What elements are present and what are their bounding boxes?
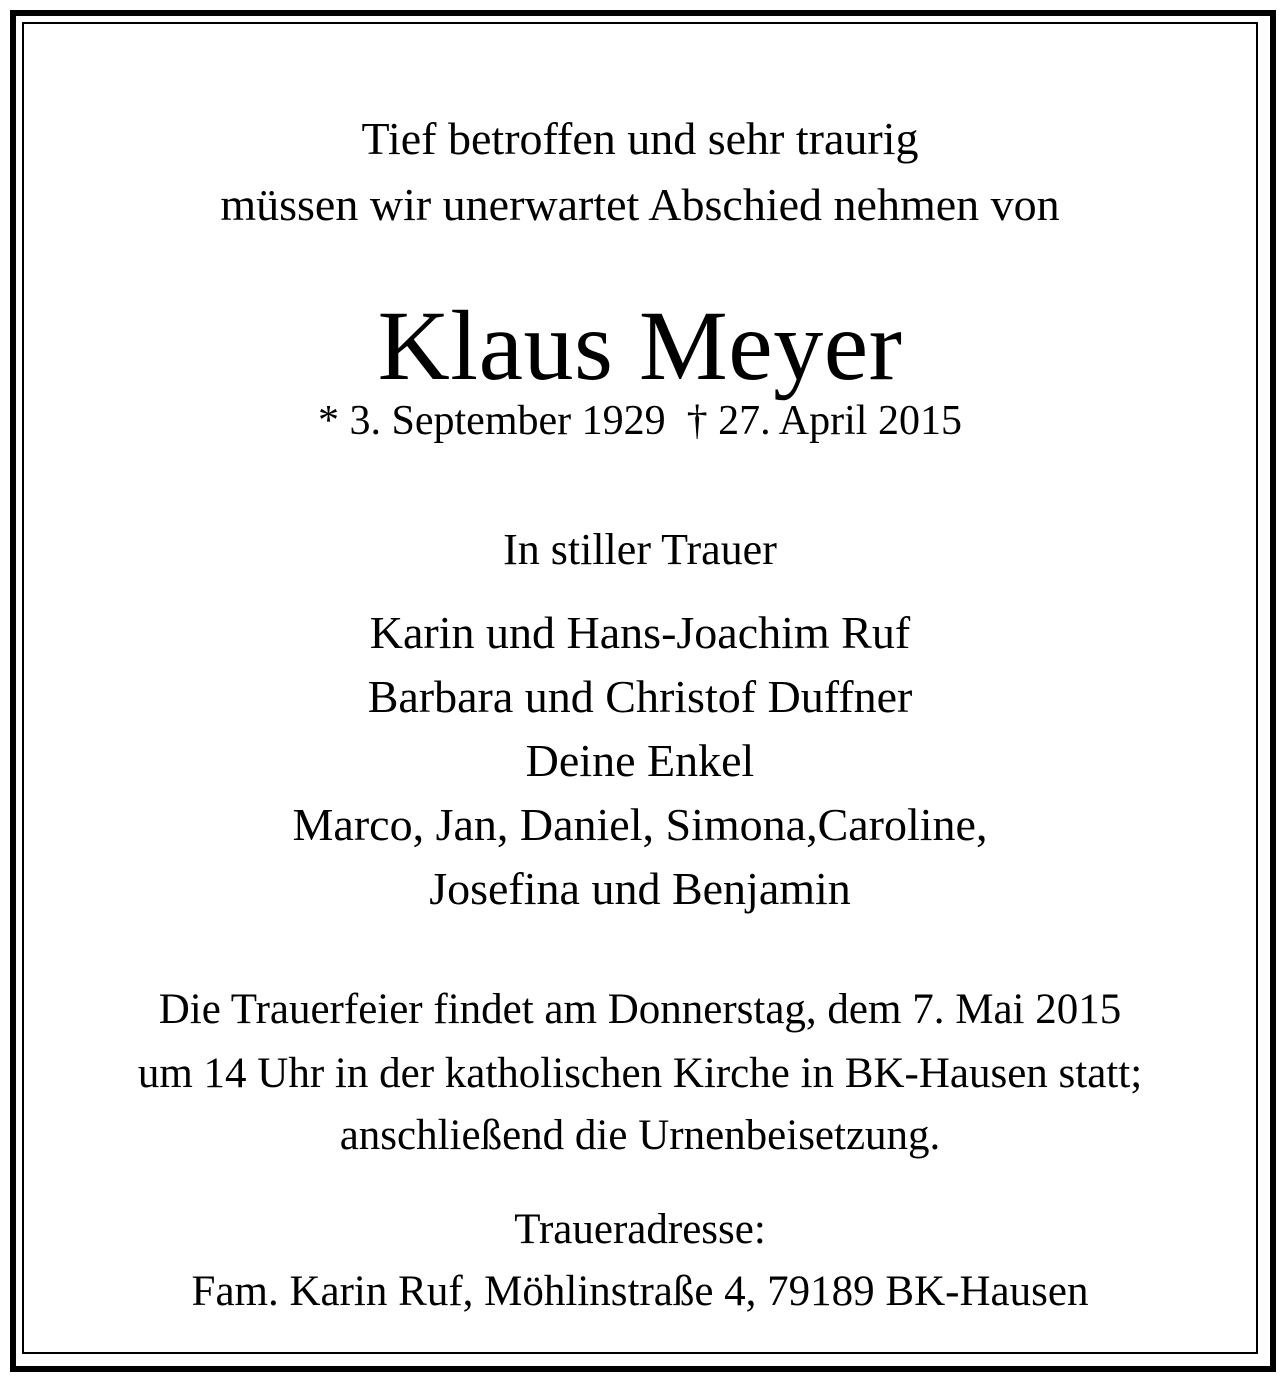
- service-line-3: anschließend die Urnenbeisetzung.: [339, 1112, 941, 1159]
- family-line-2: Barbara und Christof Duffner: [367, 671, 913, 722]
- family-line-1: Karin und Hans-Joachim Ruf: [369, 607, 911, 658]
- mourning-line: In stiller Trauer: [503, 525, 777, 574]
- address-label: Traueradresse:: [514, 1206, 766, 1253]
- family-line-4: Marco, Jan, Daniel, Simona,Caroline,: [292, 799, 988, 850]
- intro-line-2: müssen wir unerwartet Abschied nehmen von: [220, 179, 1060, 230]
- family-line-5: Josefina und Benjamin: [429, 863, 851, 914]
- intro-line-1: Tief betroffen und sehr traurig: [361, 113, 919, 164]
- address-line: Fam. Karin Ruf, Möhlinstraße 4, 79189 BK-Hausen: [191, 1268, 1089, 1315]
- service-line-1: Die Trauerfeier findet am Donnerstag, dem 7. Mai 2015: [158, 986, 1122, 1033]
- deceased-name: Klaus Meyer: [377, 290, 903, 401]
- life-dates: * 3. September 1929 † 27. April 2015: [318, 398, 962, 444]
- service-line-2: um 14 Uhr in der katholischen Kirche in BK-Hausen statt;: [137, 1050, 1143, 1097]
- obituary-notice: [26, 26, 1254, 1350]
- family-line-3: Deine Enkel: [525, 735, 755, 786]
